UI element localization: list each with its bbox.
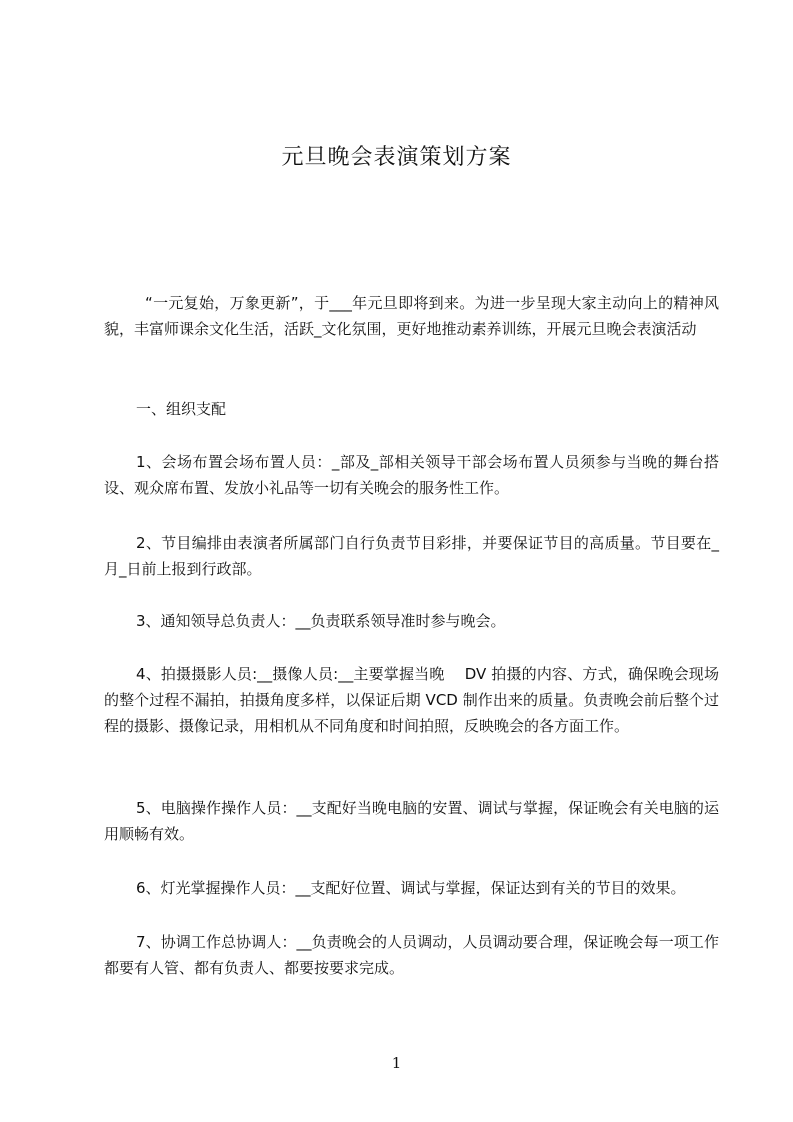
page-title: 元旦晚会表演策划方案 [281, 145, 512, 170]
section-heading: 一、组织支配 [136, 400, 227, 418]
intro-paragraph: “一元复始，万象更新”，于___年元旦即将到来。为进一步呈现大家主动向上的精神风貌，丰富师课余文化生活，活跃_文化氛围，更好地推动素养训练，开展元旦晚会表演活动 [104, 294, 719, 338]
list-item: 4、拍摄摄影人员:__摄像人员:__主要掌握当晚 DV 拍摄的内容、方式，确保晚会现场的整个过程不漏拍，拍摄角度多样，以保证后期 VCD 制作出来的质量。负责晚会前后整个过程的摄影、摄像记录，用相机从不同角度和时间拍照，反映晚会的各方面工作。 [104, 665, 719, 735]
list-item: 3、通知领导总负责人：__负责联系领导准时参与晚会。 [136, 612, 506, 630]
list-item: 2、节目编排由表演者所属部门自行负责节目彩排，并要保证节目的高质量。节目要在_月_日前上报到行政部。 [104, 534, 719, 578]
page-number: 1 [391, 1054, 402, 1072]
list-item: 7、协调工作总协调人：__负责晚会的人员调动，人员调动要合理，保证晚会每一项工作都要有人管、都有负责人、都要按要求完成。 [104, 933, 719, 977]
list-item: 1、会场布置会场布置人员：_部及_部相关领导干部会场布置人员须参与当晚的舞台搭设、观众席布置、发放小礼品等一切有关晚会的服务性工作。 [104, 453, 719, 497]
list-item: 6、灯光掌握操作人员：__支配好位置、调试与掌握，保证达到有关的节目的效果。 [136, 879, 686, 897]
list-item: 5、电脑操作操作人员：__支配好当晚电脑的安置、调试与掌握，保证晚会有关电脑的运用顺畅有效。 [104, 799, 719, 843]
